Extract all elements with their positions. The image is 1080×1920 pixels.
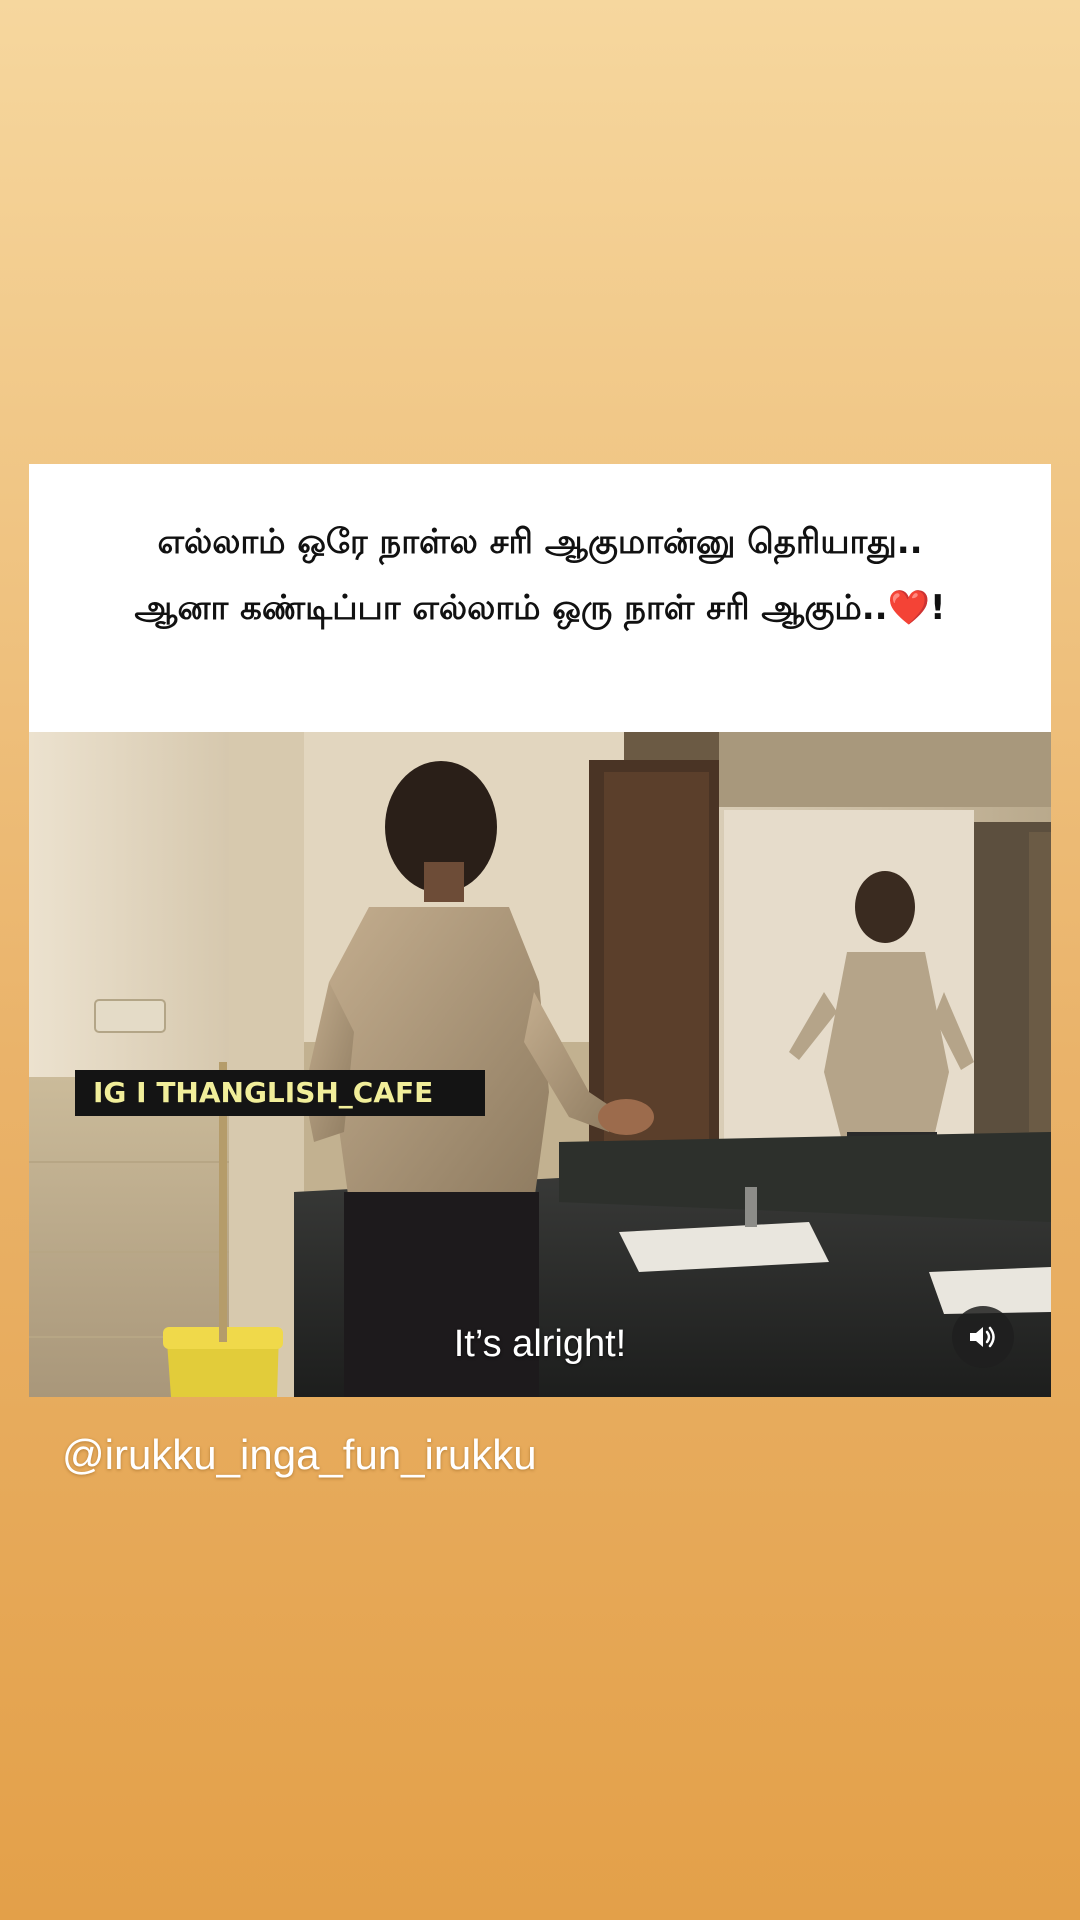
caption-box — [29, 464, 1051, 732]
video-player[interactable] — [29, 732, 1051, 1397]
caption-line-2-text: ஆனா கண்டிப்பா எல்லாம் ஒரு நாள் சரி ஆகும்.. — [134, 588, 888, 628]
heart-emoji: ❤️ — [887, 588, 930, 628]
post-card — [29, 464, 1051, 1397]
watermark-label: IG I THANGLISH_CAFE — [75, 1070, 485, 1116]
caption-line-1: எல்லாம் ஒரே நாள்ல சரி ஆகுமான்னு தெரியாது.. — [157, 522, 923, 562]
video-subtitle: It’s alright! — [453, 1323, 627, 1365]
video-scene — [29, 732, 1051, 1397]
sound-toggle-button[interactable] — [952, 1306, 1014, 1368]
username-mention[interactable]: @irukku_inga_fun_irukku — [62, 1431, 537, 1478]
caption-line-2-suffix: ! — [929, 588, 946, 628]
speaker-icon — [968, 1324, 998, 1350]
caption-line-2 — [135, 575, 946, 641]
